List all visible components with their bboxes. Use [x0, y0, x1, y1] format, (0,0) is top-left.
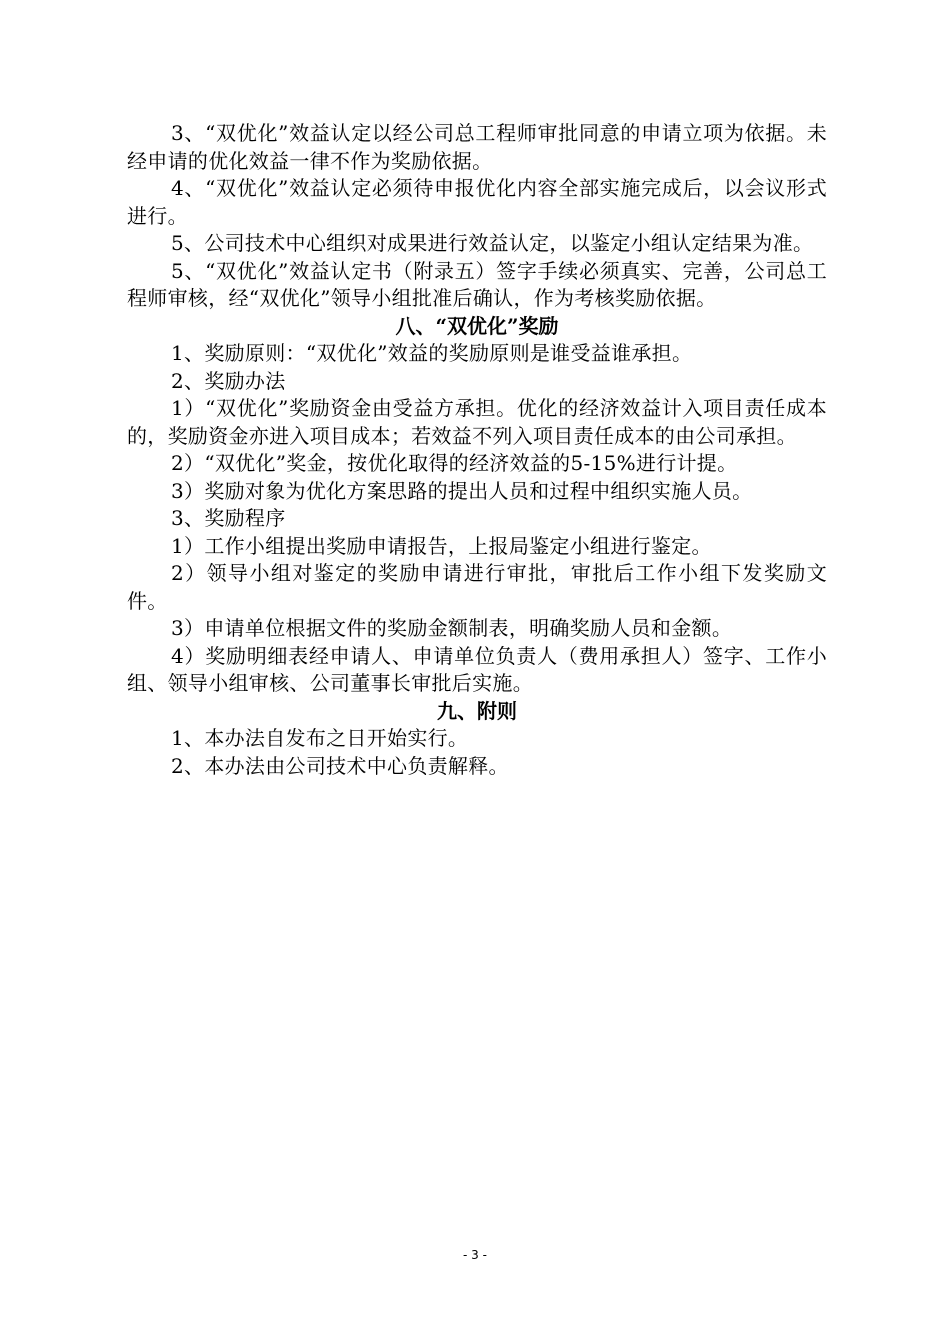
paragraph: 2、本办法由公司技术中心负责解释。 [171, 753, 509, 778]
paragraph: 4）奖励明细表经申请人、申请单位负责人（费用承担人）签字、工作小组、领导小组审核、公司董事长审批后实施。 [127, 643, 827, 695]
paragraph: 1、奖励原则：“双优化”效益的奖励原则是谁受益谁承担。 [171, 341, 693, 365]
paragraph: 3、奖励程序 [171, 506, 286, 530]
paragraph: 4、“双优化”效益认定必须待申报优化内容全部实施完成后，以会议形式进行。 [127, 176, 827, 228]
paragraph: 3）奖励对象为优化方案思路的提出人员和过程中组织实施人员。 [171, 478, 753, 503]
paragraph: 1）工作小组提出奖励申请报告，上报局鉴定小组进行鉴定。 [171, 533, 712, 558]
paragraph: 1、本办法自发布之日开始实行。 [171, 726, 469, 750]
paragraph: 3）申请单位根据文件的奖励金额制表，明确奖励人员和金额。 [171, 616, 733, 640]
paragraph: 2、奖励办法 [171, 368, 286, 393]
paragraph: 5、公司技术中心组织对成果进行效益认定，以鉴定小组认定结果为准。 [171, 231, 814, 255]
paragraph: 5、“双优化”效益认定书（附录五）签字手续必须真实、完善，公司总工程师审核，经“双优化”领导小组批准后确认，作为考核奖励依据。 [127, 258, 827, 310]
paragraph: 1）“双优化”奖励资金由受益方承担。优化的经济效益计入项目责任成本的，奖励资金亦进入项目成本；若效益不列入项目责任成本的由公司承担。 [127, 396, 827, 448]
section-heading: 八、“双优化”奖励 [395, 313, 559, 338]
paragraph: 3、“双优化”效益认定以经公司总工程师审批同意的申请立项为依据。未经申请的优化效益一律不作为奖励依据。 [127, 121, 827, 173]
paragraph: 2）“双优化”奖金，按优化取得的经济效益的5-15%进行计提。 [171, 451, 738, 475]
document-body [127, 120, 827, 780]
paragraph: 2）领导小组对鉴定的奖励申请进行审批，审批后工作小组下发奖励文件。 [127, 561, 827, 613]
section-heading: 九、附则 [437, 698, 517, 723]
page-number: - 3 - [463, 1248, 487, 1262]
